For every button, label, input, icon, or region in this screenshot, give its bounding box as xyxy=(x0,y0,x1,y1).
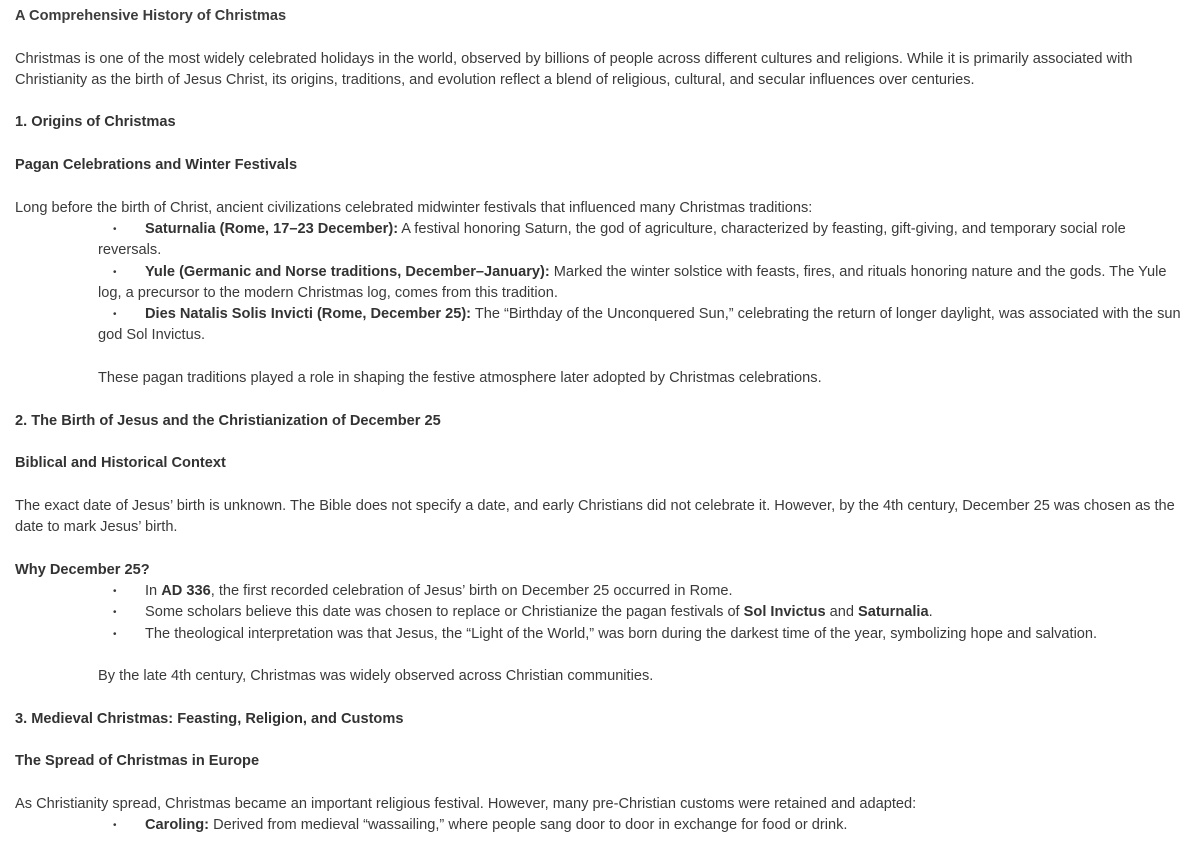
list-item-text: In xyxy=(145,583,162,600)
list-item-text: The theological interpretation was that Jesus, the “Light of the World,” was born during the darkest time of the year, symbolizing hope and salvation. xyxy=(145,625,1098,642)
list-item-bold: Saturnalia xyxy=(858,604,929,621)
birth-lead-paragraph: The exact date of Jesus’ birth is unknown. The Bible does not specify a date, and early Christians did not celebrate it. However, by the 4th century, December 25 was chosen as the date to mark Jesus’ birth. xyxy=(15,497,1175,536)
list-item xyxy=(98,581,1185,602)
bullet-icon: • xyxy=(113,309,117,321)
list-item xyxy=(98,815,1185,836)
section-heading-birth: 2. The Birth of Jesus and the Christianization of December 25 xyxy=(15,412,441,429)
list-item-text: The “Birthday of the Unconquered Sun,” celebrating the return of longer daylight, was associated with the sun god Sol Invictus. xyxy=(98,306,1181,344)
bullet-icon: • xyxy=(113,628,117,640)
list-item xyxy=(98,624,1185,645)
list-item-term: Saturnalia (Rome, 17–23 December): xyxy=(145,220,399,237)
list-item-term: Yule (Germanic and Norse traditions, December–January): xyxy=(145,263,550,280)
subheading-biblical-context: Biblical and Historical Context xyxy=(15,455,226,472)
list-item-text: . xyxy=(928,604,933,621)
list-item-bold: AD 336 xyxy=(161,583,211,600)
list-item-text: and xyxy=(825,604,859,621)
section-heading-medieval: 3. Medieval Christmas: Feasting, Religion, and Customs xyxy=(15,710,404,727)
pagan-festivals-list xyxy=(15,219,1185,347)
bullet-icon: • xyxy=(113,266,117,278)
subheading-pagan-celebrations: Pagan Celebrations and Winter Festivals xyxy=(15,157,298,174)
list-item-text: Some scholars believe this date was chosen to replace or Christianize the pagan festivals of xyxy=(145,604,744,621)
origins-closing-paragraph: These pagan traditions played a role in shaping the festive atmosphere later adopted by Christmas celebrations. xyxy=(98,370,822,387)
list-item xyxy=(98,262,1185,305)
list-item xyxy=(98,219,1185,262)
section-heading-origins: 1. Origins of Christmas xyxy=(15,114,176,131)
list-item-text: Derived from medieval “wassailing,” where people sang door to door in exchange for food or drink. xyxy=(209,817,848,834)
december-25-reasons-list xyxy=(15,581,1185,645)
medieval-customs-list xyxy=(15,815,1185,836)
bullet-icon: • xyxy=(113,223,117,235)
subheading-why-december-25: Why December 25? xyxy=(15,561,150,578)
subheading-spread-in-europe: The Spread of Christmas in Europe xyxy=(15,753,260,770)
intro-paragraph: Christmas is one of the most widely celebrated holidays in the world, observed by billions of people across different cultures and religions. While it is primarily associated with Christianity as the birth of Jesus Christ, its origins, traditions, and evolution reflect a blend of religious, cultural, and secular influences over centuries. xyxy=(15,50,1133,88)
list-item xyxy=(98,304,1185,347)
bullet-icon: • xyxy=(113,586,117,598)
list-item-term: Dies Natalis Solis Invicti (Rome, December 25): xyxy=(145,306,472,323)
origins-lead-paragraph: Long before the birth of Christ, ancient civilizations celebrated midwinter festivals that influenced many Christmas traditions: xyxy=(15,199,813,216)
medieval-lead-paragraph: As Christianity spread, Christmas became an important religious festival. However, many pre-Christian customs were retained and adapted: xyxy=(15,795,917,812)
bullet-icon: • xyxy=(113,607,117,619)
list-item-bold: Sol Invictus xyxy=(743,604,826,621)
list-item-term: Caroling: xyxy=(145,817,210,834)
bullet-icon: • xyxy=(113,820,117,832)
list-item-text: , the first recorded celebration of Jesus’ birth on December 25 occurred in Rome. xyxy=(210,583,733,600)
birth-closing-paragraph: By the late 4th century, Christmas was widely observed across Christian communities. xyxy=(98,668,654,685)
document-title: A Comprehensive History of Christmas xyxy=(15,8,287,24)
list-item-text: Marked the winter solstice with feasts, fires, and rituals honoring nature and the gods. The Yule log, a precursor to the modern Christmas log, comes from this tradition. xyxy=(98,263,1167,301)
list-item xyxy=(98,602,1185,623)
list-item-text: A festival honoring Saturn, the god of agriculture, characterized by feasting, gift-giving, and temporary social role reversals. xyxy=(98,220,1126,259)
